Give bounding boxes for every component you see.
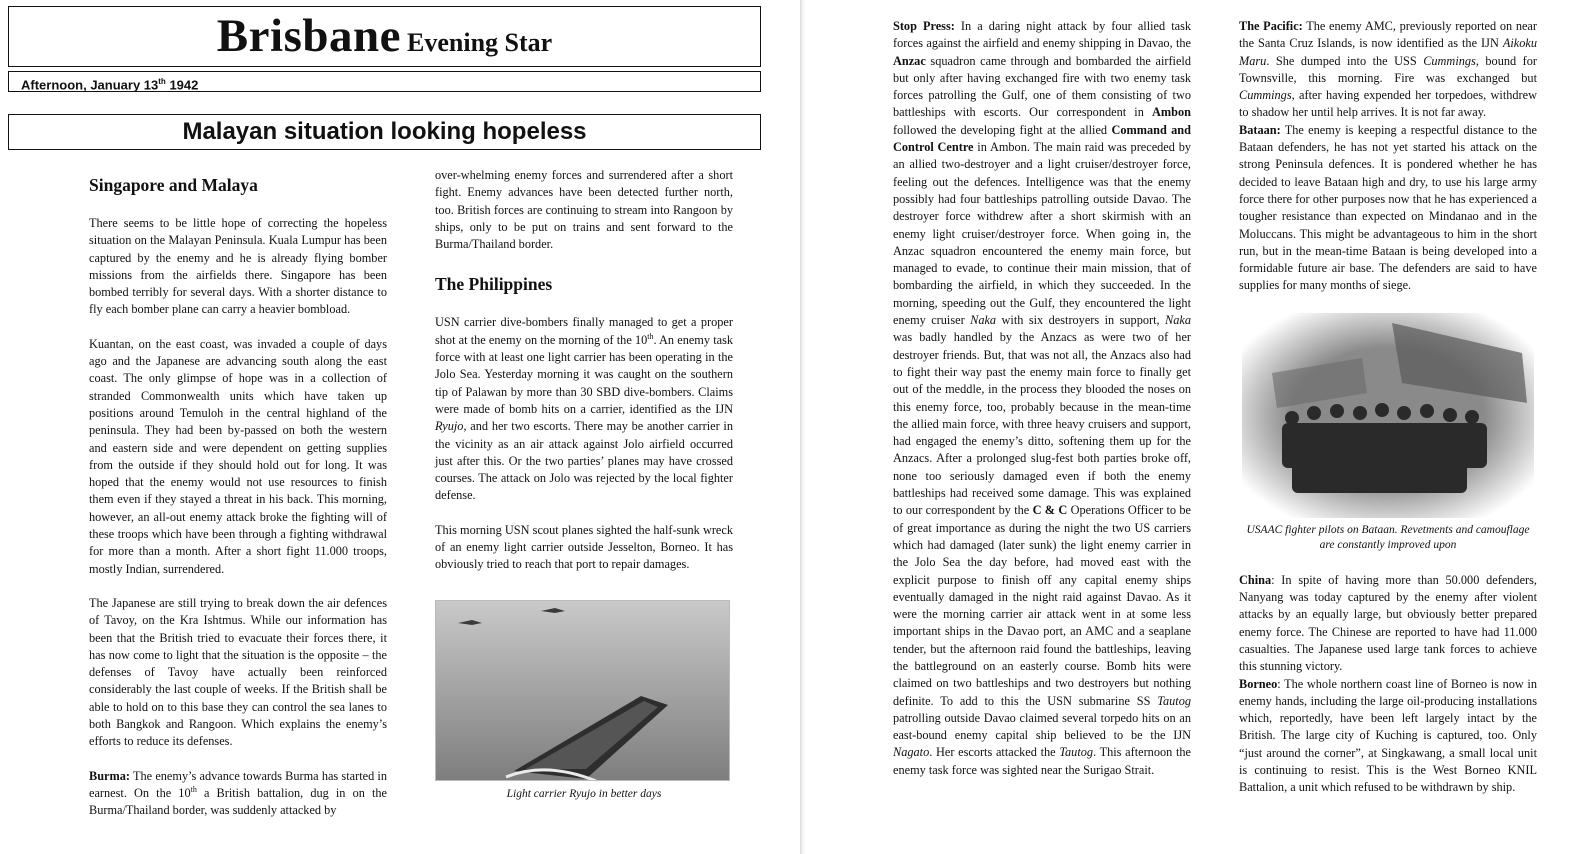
command-centre-abbrev: C & C [1032,503,1068,518]
paragraph-borneo [1239,676,1537,797]
paragraph-text: , after having expended her torpedoes, withdrew to shadow her until help arrives. It is not far away. [1239,88,1537,120]
paragraph-text: . This afternoon the enemy task force was sighted near the Surigao Strait. [893,745,1191,777]
column-4 [1239,18,1537,797]
column-1 [89,174,387,820]
paragraph-text: : The whole northern coast line of Borneo is now in enemy hands, including the large oil-producing installations which, reportedly, have been left largely intact by the British. The large city of Kuching is captured, too. Only “just around the corner”, at Singkawang, a small local unit is continuing to resist. This is the West Borneo KNIL Battalion, a unit which refused to be withdrawn by ship. [1239,676,1537,795]
borneo-label: Borneo [1239,676,1278,691]
ship-name: Naka [1165,313,1191,328]
squadron-name: Anzac [893,53,926,68]
paragraph-text: . She dumped into the USS [1266,53,1424,68]
date-text: Afternoon, January 13 [21,77,159,93]
paragraph-text: The enemy AMC, previously reported on near the Santa Cruz Islands, is now identified as the IJN [1239,19,1537,51]
paragraph-pacific [1239,18,1537,122]
column-3 [893,18,1191,779]
ship-name: Tautog [1059,745,1094,760]
paragraph: over-whelming enemy forces and surrendered after a short fight. Enemy advances have been detected further north, too. British forces are continuing to stream into Rangoon by ships, only to be put on trains and sent forward to the Burma/Thailand border. [435,168,733,252]
masthead [8,6,761,67]
paragraph: Kuantan, on the east coast, was invaded a couple of days ago and the Japanese are advancing south along the east coast. The only glimpse of hope was in a collection of stranded Commonwealth units which have taken up positions around Temuloh in the central highland of the peninsula. They had been by-passed on both the western and eastern side and were dependent on getting supplies from the outside if they should hold out for long. It was hoped that the enemy would not use resources to finish them even if they stayed a threat in his back. This morning, however, an all-out enemy attack broke the fighting will of these troops which have been through a fighting withdrawal for more than a month. After a short fight 11.000 troops, mostly Indian, surrendered. [89,336,387,576]
paragraph-text: USN carrier dive-bombers finally managed to get a proper shot at the enemy on the morning of the 10 [435,315,733,347]
pilots-image [1242,313,1534,518]
paragraph-china [1239,572,1537,676]
command-centre-name: Command and Control Centre [893,122,1191,155]
section-heading-philippines: The Philippines [435,274,553,295]
paragraph: This morning USN scout planes sighted the half-sunk wreck of an enemy light carrier outside Jesselton, Borneo. It has obviously tried to reach that port to repair damages. [435,522,733,572]
right-page [806,0,1593,854]
ship-name: Aikoku Maru [1239,36,1537,68]
date-year: 1942 [165,77,199,93]
paragraph-text: , and her two escorts. There may be another carrier in the vicinity as an air attack against Jolo airfield occurred just after this. Or the two parties’ planes may have crossed courses. The attack on Jolo was rejected by the local fighter defense. [435,419,733,503]
burma-label: Burma: [89,768,130,783]
paragraph: The Japanese are still trying to break down the air defences of Tavoy, on the Kra Ishtmus. While our information has been that the British tried to evacuate their forces there, it has now come to light that the situation is the opposite – the defenses of Tavoy have actually been reinforced considerably the last couple of weeks. If the British shall be able to hold on to this base they can control the sea lanes to both Bangkok and Rangoon. Which explains the enemy’s efforts to reduce its defenses. [89,595,387,749]
column-2 [435,167,733,802]
paragraph-bataan [1239,122,1537,295]
paragraph-text: a British battalion, dug in on the Burma/Thailand border, was suddenly attacked by [89,785,388,818]
paragraph-philippines [435,314,733,504]
place-name: Ambon [1152,105,1191,120]
pilots-photo [1242,313,1534,518]
china-label: China [1239,572,1272,587]
ship-name: Nagato [893,745,930,760]
ship-name: Naka [970,313,997,328]
carrier-image [436,601,730,781]
ordinal-suffix: th [190,784,197,794]
stop-press-label: Stop Press: [893,19,955,33]
paragraph-text: squadron came through and bombarded the airfield but only after having exchanged fire with two enemy task forces patrolling the Gulf, one of them consisting of two battleships with escorts. Our correspondent in [893,53,1191,120]
photo-caption-carrier: Light carrier Ryujo in better days [506,787,662,800]
photo-caption-pilots: USAAC fighter pilots on Bataan. Revetments and camouflage are constantly improved upon [1246,523,1530,552]
paragraph-text: , bound for Townsville, this morning. Fire was exchanged but [1239,53,1537,85]
bataan-label: Bataan: [1239,122,1281,137]
ship-name: Ryujo [435,419,464,434]
newspaper-subtitle: Evening Star [407,28,553,57]
newspaper-title: Brisbane [216,10,401,62]
ship-name: Tautog [1157,693,1191,708]
paragraph-text: : In spite of having more than 50.000 defenders, Nanyang was today captured by the enemy after violent attacks by an equally large, but obviously better prepared enemy force. The Chinese are reported to have had 11.000 casualties. The Japanese used large tank forces to achieve this stunning victory. [1239,572,1537,674]
main-headline: Malayan situation looking hopeless [8,114,761,150]
dateline [8,71,761,92]
paragraph-text: In a daring night attack by four allied task forces against the airfield and enemy shipping in Davao, the [893,19,1191,51]
paragraph: There seems to be little hope of correcting the hopeless situation on the Malayan Peninsula. Kuala Lumpur has been captured by the enemy and he is already flying bomber missions from the airfields there. Singapore has been bombed terribly for several days. With a shorter distance to fly each bomber plane can carry a heavier bombload. [89,216,387,317]
carrier-photo [435,600,730,781]
ship-name: Cummings [1239,88,1292,103]
paragraph-text: patrolling outside Davao claimed several torpedo hits on an east-bound enemy capital ship believed to be the IJN [893,710,1191,743]
date-suffix: th [158,77,166,86]
paragraph-text: was badly handled by the Anzacs as were two of her destroyer friends. But, that was not all, the Anzacs also had to fight their way past the enemy main force to finally get out of the meddle, in the process they blooded the noses on this enemy force, too, probably because in the mean-time the allied main force, with three heavy cruisers and support, had engaged the enemy’s ditto, softening them up for the Anzacs. After a prolonged slug-fest both parties broke off, none too seriously damaged even if both the enemy battleships had received some damage. This was explained to our correspondent by the [893,330,1191,518]
ship-name: Cummings [1423,53,1476,68]
paragraph-text: with six destroyers in support, [996,313,1166,328]
paragraph-text: followed the developing fight at the allied [893,122,1112,137]
paragraph-text: Operations Officer to be of great importance as during the night the two US carriers which had damaged (later sunk) the light enemy carrier in the Jolo Sea the day before, had moved east with the explicit purpose to finish off any capital enemy ships eventually damaged in the night raid against Davao. As it were the morning carrier air attack went in at some less important ships in the Davao port, an AMC and a seaplane tender, but the afternoon raid found the battleships, leaving the battleground on an easterly course. Bomb hits were claimed on two battleships and two destroyers but nothing definite. To add to this the USN submarine SS [893,503,1191,708]
paragraph-stop-press [893,18,1191,779]
paragraph-text: The enemy is keeping a respectful distance to the Bataan defenders, he has not yet started his attack on the strong Peninsula defences. It is pondered whether he has decided to leave Bataan high and dry, to use his large army force there for other purposes now that he has experienced a tougher resistance than expected on Mindanao and in the Moluccans. This might be advantageous to him in the short run, but in the mean-time Bataan is being developed into a formidable future air base. The defenders are said to have supplies for many months of siege. [1239,122,1537,293]
section-heading-singapore: Singapore and Malaya [89,175,258,195]
pacific-label: The Pacific: [1239,19,1303,33]
ordinal-suffix: th [647,331,654,341]
paragraph-text: in Ambon. The main raid was preceded by an allied two-destroyer and a light cruiser/destroyer force, feeling out the defences. Intelligence was that the enemy possibly had four battleships patrolling outside Davao. The destroyer force withdrew after a short skirmish with an enemy light cruiser/destroyer force. When going in, the Anzac squadron encountered the enemy main force, but managed to evade, to continue their main mission, that of bombarding the airfield, in which they succeeded. In the morning, speeding out the Gulf, they encountered the light enemy cruiser [893,140,1191,328]
paragraph-text: The enemy’s advance towards Burma has started in earnest. On the 10 [89,768,387,800]
paragraph-text: . An enemy task force with at least one light carrier has been operating in the Jolo Sea. Yesterday morning it was caught on the southern tip of Palawan by more than 30 SBD dive-bombers. Claims were made of bomb hits on a carrier, identified as the IJN [435,332,733,416]
paragraph-burma [89,768,387,820]
paragraph-text: . Her escorts attacked the [929,745,1060,760]
